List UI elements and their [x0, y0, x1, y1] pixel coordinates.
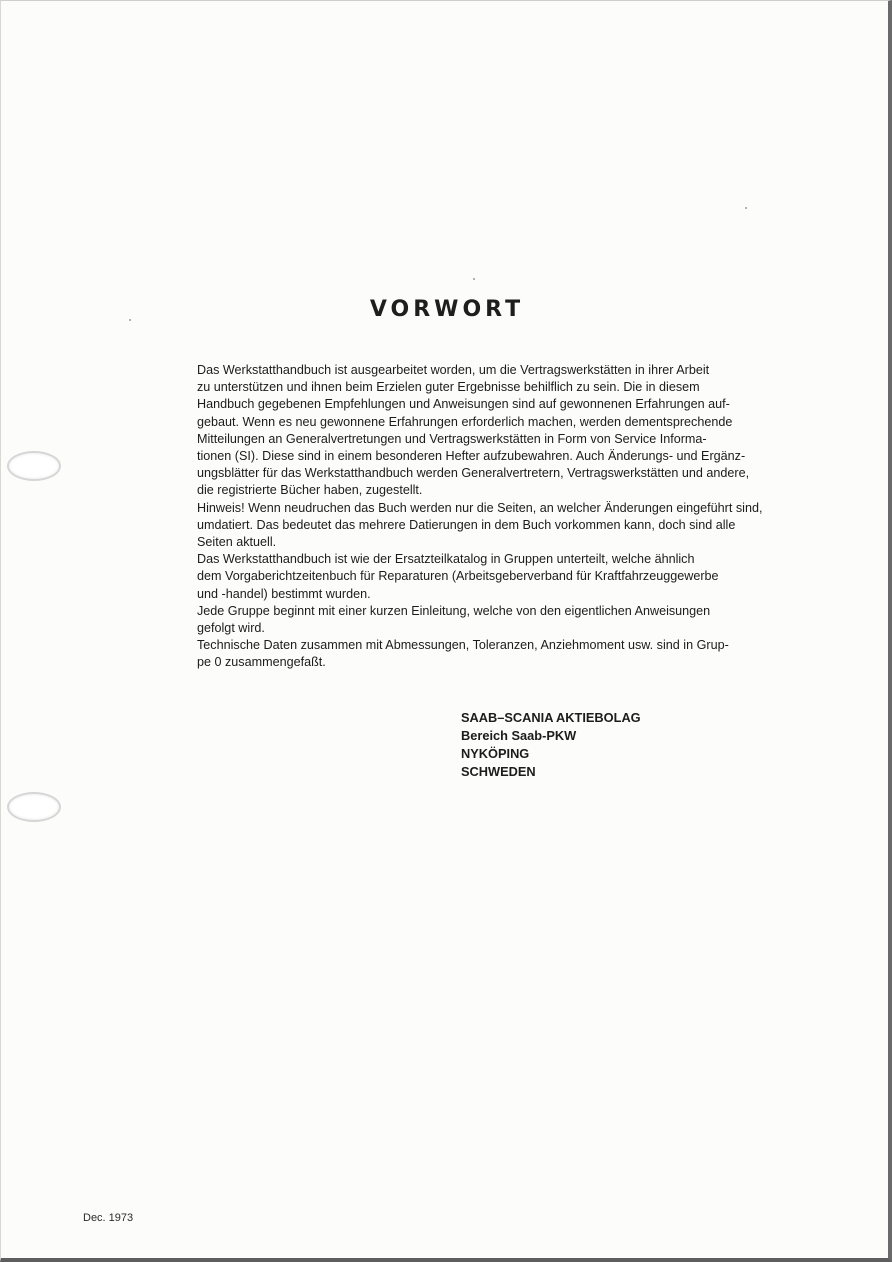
page-title: VORWORT	[369, 297, 525, 322]
paper-speck	[473, 278, 475, 280]
signature-division: Bereich Saab-PKW	[461, 728, 577, 743]
text-line: zu unterstützen und ihnen beim Erzielen guter Ergebnisse behilflich zu sein. Die in diesem	[197, 380, 700, 395]
text-line: dem Vorgaberichtzeitenbuch für Reparaturen (Arbeitsgeberverband für Kraftfahrzeuggewerbe	[197, 569, 719, 584]
foreword-text	[197, 362, 793, 672]
binder-hole-upper	[7, 451, 61, 481]
text-line: und -handel) bestimmt wurden.	[197, 586, 371, 601]
text-line: pe 0 zusammengefaßt.	[197, 655, 326, 670]
text-line: Hinweis! Wenn neudruchen das Buch werden nur die Seiten, an welcher Änderungen eingeführt sind,	[197, 500, 763, 515]
text-line: ungsblätter für das Werkstatthandbuch werden Generalvertretern, Vertragswerkstätten und andere,	[197, 466, 750, 481]
signature-city: NYKÖPING	[461, 746, 530, 761]
text-line: gebaut. Wenn es neu gewonnene Erfahrungen erforderlich machen, werden dementsprechende	[197, 414, 733, 429]
text-line: tionen (SI). Diese sind in einem besonderen Hefter aufzubewahren. Auch Änderungs- und Ergänz-	[197, 449, 746, 464]
text-line: Handbuch gegebenen Empfehlungen und Anweisungen sind auf gewonnenen Erfahrungen auf-	[197, 397, 730, 412]
text-line: gefolgt wird.	[197, 621, 265, 636]
signature-company: SAAB–SCANIA AKTIEBOLAG	[461, 710, 641, 725]
text-line: die registrierte Bücher haben, zugestellt.	[197, 483, 423, 498]
binder-hole-lower	[7, 792, 61, 822]
text-line: Das Werkstatthandbuch ist ausgearbeitet worden, um die Vertragswerkstätten in ihrer Arbeit	[197, 363, 710, 377]
text-line: Technische Daten zusammen mit Abmessungen, Toleranzen, Anziehmoment usw. sind in Grup-	[197, 638, 729, 653]
text-line: Jede Gruppe beginnt mit einer kurzen Einleitung, welche von den eigentlichen Anweisungen	[197, 603, 711, 618]
paper-speck	[745, 207, 747, 209]
text-line: Seiten aktuell.	[197, 535, 277, 550]
signature-country: SCHWEDEN	[461, 764, 536, 779]
text-line: umdatiert. Das bedeutet das mehrere Datierungen in dem Buch vorkommen kann, doch sind alle	[197, 517, 736, 532]
text-line: Mitteilungen an Generalvertretungen und Vertragswerkstätten in Form von Service Informa-	[197, 431, 707, 446]
document-date: Dec. 1973	[83, 1212, 134, 1224]
signature-block	[461, 709, 641, 781]
text-line: Das Werkstatthandbuch ist wie der Ersatzteilkatalog in Gruppen unterteilt, welche ähnlich	[197, 552, 695, 567]
